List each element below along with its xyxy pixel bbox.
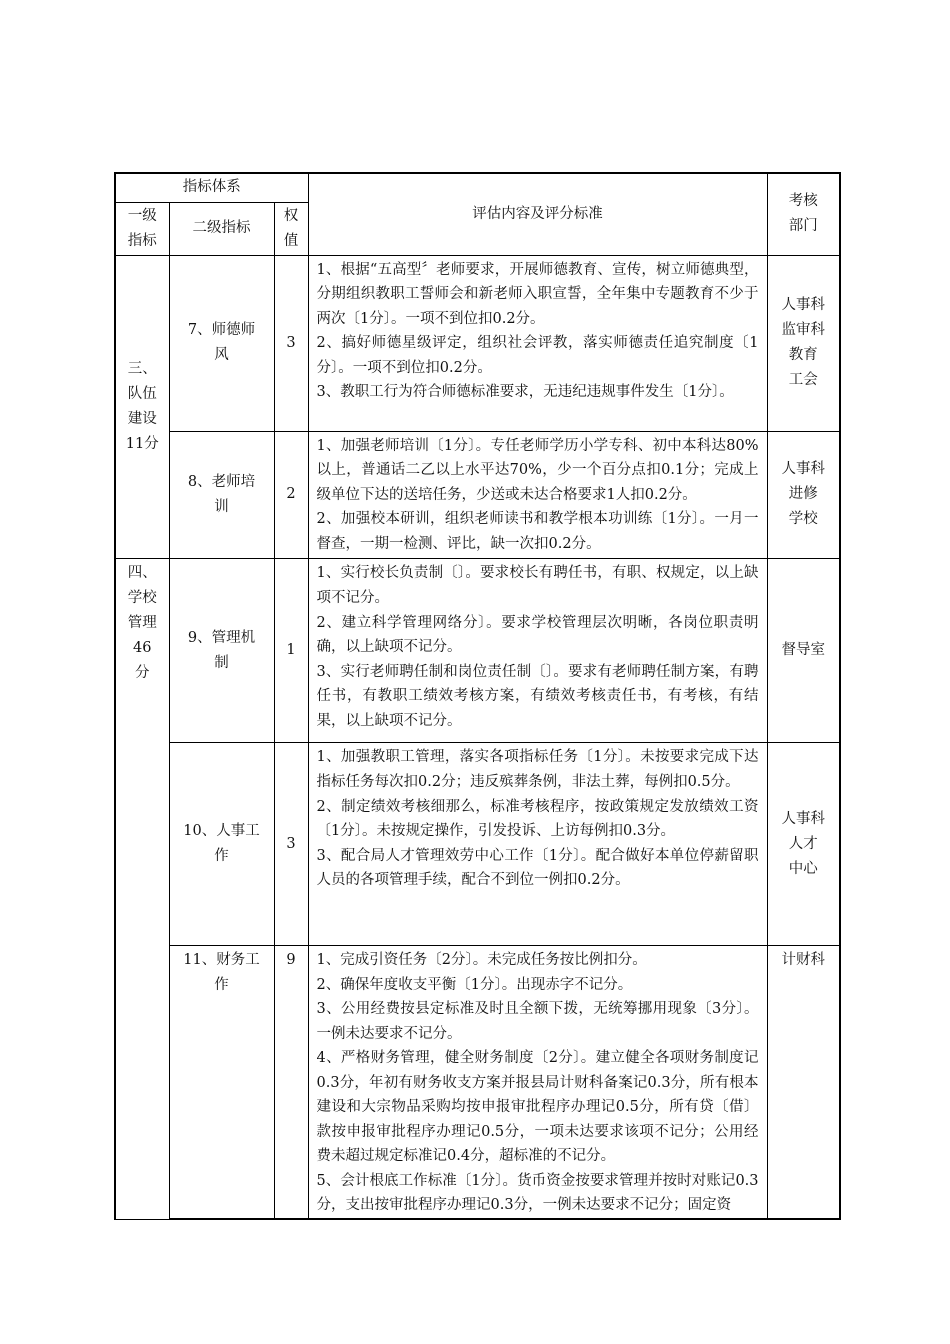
item-department: 计财科 <box>767 946 840 1220</box>
criteria-header: 评估内容及评分标准 <box>308 173 767 255</box>
criteria-line: 2、建立科学管理网络分〕。要求学校管理层次明晰，各岗位职责明确，以上缺项不记分。 <box>316 614 759 656</box>
item-department: 人事科 进修 学校 <box>767 431 840 559</box>
item-weight: 3 <box>274 255 308 431</box>
item-criteria <box>308 743 767 946</box>
item-name: 10、人事工 作 <box>169 743 274 946</box>
item-weight: 9 <box>274 946 308 1220</box>
item-name: 9、管理机 制 <box>169 559 274 743</box>
criteria-line: 3、公用经费按县定标准及时且全额下拨，无统筹挪用现象〔3分〕。一例未达要求不记分。 <box>316 1001 759 1042</box>
section-label <box>115 255 169 559</box>
item-weight: 3 <box>274 743 308 946</box>
item-department: 督导室 <box>767 559 840 743</box>
department-header: 考核 部门 <box>767 173 840 255</box>
criteria-line: 1、加强老师培训〔1分〕。专任老师学历小学专科、初中本科达80%以上，普通话二乙以上水平达70%，少一个百分点扣0.1分；完成上级单位下达的送培任务，少送或未达合格要求1人扣0.2分。 <box>316 437 759 503</box>
item-department: 人事科 监审科 教育 工会 <box>767 255 840 431</box>
level2-header: 二级指标 <box>169 202 274 255</box>
item-department: 人事科 人才 中心 <box>767 743 840 946</box>
criteria-line: 2、确保年度收支平衡〔1分〕。出现赤字不记分。 <box>316 976 633 993</box>
criteria-line: 3、配合局人才管理效劳中心工作〔1分〕。配合做好本单位停薪留职人员的各项管理手续，配合不到位一例扣0.2分。 <box>316 847 759 889</box>
section-label-text: 四、 学校 管理 46 分 <box>127 565 157 682</box>
criteria-line: 1、实行校长负责制〔〕。要求校长有聘任书，有职、权规定，以上缺项不记分。 <box>316 565 759 607</box>
section-label <box>115 559 169 1220</box>
criteria-line: 1、根据“五高型〞老师要求，开展师德教育、宣传，树立师德典型，分期组织教职工誓师会和新老师入职宣誓，全年集中专题教育不少于两次〔1分〕。一项不到位扣0.2分。 <box>316 261 759 327</box>
criteria-clip <box>317 948 759 1216</box>
level1-header: 一级 指标 <box>115 202 169 255</box>
item-name: 7、师德师 风 <box>169 255 274 431</box>
evaluation-table <box>114 172 841 1220</box>
criteria-line: 1、完成引资任务〔2分〕。未完成任务按比例扣分。 <box>316 952 647 969</box>
item-weight: 1 <box>274 559 308 743</box>
weight-header: 权 值 <box>274 202 308 255</box>
criteria-line: 3、实行老师聘任制和岗位责任制〔〕。要求有老师聘任制方案，有聘任书，有教职工绩效考核方案，有绩效考核责任书，有考核，有结果，以上缺项不记分。 <box>316 663 759 730</box>
item-criteria <box>308 559 767 743</box>
criteria-line: 1、加强教职工管理，落实各项指标任务〔1分〕。未按要求完成下达指标任务每次扣0.2分；违反殡葬条例，非法土葬，每例扣0.5分。 <box>316 749 759 791</box>
item-criteria <box>308 255 767 431</box>
criteria-line: 5、会计根底工作标准〔1分〕。货币资金按要求管理并按时对账记0.3分，支出按审批程序办理记0.3分，一例未达要求不记分；固定资 <box>316 1172 759 1214</box>
criteria-line: 2、加强校本研训，组织老师读书和教学根本功训练〔1分〕。一月一督查，一期一检测、评比，缺一次扣0.2分。 <box>316 511 759 552</box>
item-name: 8、老师培 训 <box>169 431 274 559</box>
criteria-line: 2、搞好师德星级评定，组织社会评教，落实师德责任追究制度〔1分〕。一项不到位扣0.2分。 <box>316 335 759 376</box>
index-system-header: 指标体系 <box>115 173 308 202</box>
item-criteria <box>308 946 767 1220</box>
item-criteria <box>308 431 767 559</box>
item-name: 11、财务工 作 <box>169 946 274 1220</box>
criteria-line: 2、制定绩效考核细那么，标准考核程序，按政策规定发放绩效工资〔1分〕。未按规定操作，引发投诉、上访每例扣0.3分。 <box>316 798 759 840</box>
criteria-line: 3、教职工行为符合师德标准要求，无违纪违规事件发生〔1分〕。 <box>316 384 734 401</box>
criteria-line: 4、严格财务管理，健全财务制度〔2分〕。建立健全各项财务制度记0.3分，年初有财务收支方案并报县局计财科备案记0.3分，所有根本建设和大宗物品采购均按申报审批程序办理记0.5分，所有贷〔借〕款按申报审批程序办理记0.5分，一项未达要求该项不记分；公用经费未超过规定标准记0.4分，超标准的不记分。 <box>316 1050 759 1165</box>
item-weight: 2 <box>274 431 308 559</box>
section-label-text: 三、 队伍 建设 11分 <box>125 360 159 452</box>
